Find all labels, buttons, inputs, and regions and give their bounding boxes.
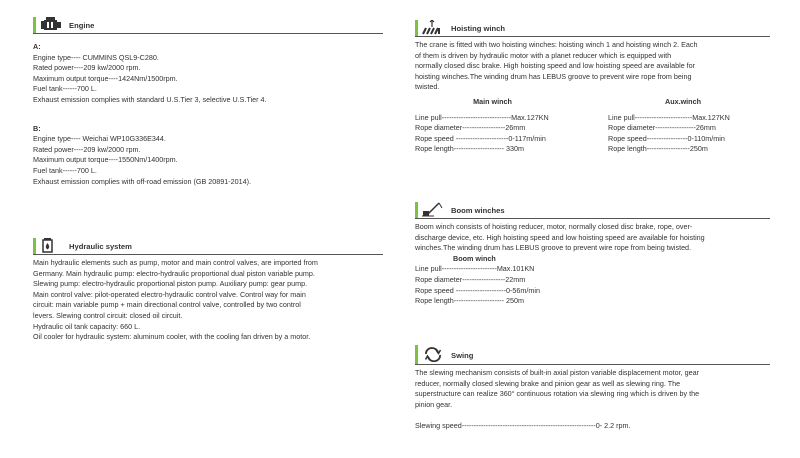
hoisting-section: [415, 20, 770, 157]
accent-bar: [33, 17, 36, 33]
hydraulic-line: circuit: main variable pump + main directional control valve, controlled by two control: [33, 300, 301, 310]
hoisting-line: normally closed disc brake. High hoisting speed and low hoisting speed are available for: [415, 61, 696, 71]
swing-header: [415, 345, 770, 365]
engine-a-line: Engine type---- CUMMINS QSL9-C280.: [33, 52, 159, 62]
spec-line: Rope length--------------------- 250m: [415, 296, 525, 306]
swing-line: pinion gear.: [415, 399, 453, 409]
engine-b-line: Rated power----209 kw/2000 rpm.: [33, 144, 141, 154]
spec-line: Rope speed ---------------------0-56m/min: [415, 285, 540, 295]
swing-title: Swing: [451, 351, 474, 360]
engine-a-line: Fuel tank------700 L.: [33, 84, 97, 94]
boom-line: Boom winch consists of hoisting reducer, motor, normally closed disc brake, rope, over-: [415, 222, 693, 231]
engine-b-line: Engine type---- Weichai WP10G336E344.: [33, 134, 166, 144]
hoisting-header: [415, 20, 770, 37]
spec-line: Rope speed ----------------------0-117m/min: [415, 133, 546, 143]
accent-bar: [33, 238, 36, 254]
hydraulic-line: Main hydraulic elements such as pump, motor and main control valves, are imported from: [33, 258, 318, 267]
engine-b-line: Fuel tank------700 L.: [33, 165, 97, 175]
hydraulic-tank-icon: [40, 238, 62, 253]
engine-b-line: Maximum output torque----1550Nm/1400rpm.: [33, 155, 178, 165]
boom-winch-subtitle: Boom winch: [453, 253, 496, 263]
hydraulic-line: levers. Slewing control circuit: closed oil circuit.: [33, 310, 183, 320]
main-winch-title: Main winch: [473, 96, 512, 106]
engine-variant-b-label: B:: [33, 123, 41, 133]
engine-b-line: Exhaust emission complies with off-road emission (GB 20891-2014).: [33, 176, 251, 186]
boom-line: discharge device, etc. High hoisting speed and low hoisting speed are available for hoisting: [415, 232, 705, 242]
boom-line: winches.The winding drum has LEBUS groove to prevent wire rope from being twisted.: [415, 243, 692, 253]
hoisting-line: hoisting winches.The winding drum has LEBUS groove to prevent wire rope from being: [415, 71, 692, 81]
spec-line: Rope diameter------------------26mm: [415, 123, 526, 133]
hydraulic-header: [33, 238, 383, 255]
boom-header: [415, 202, 770, 219]
hoisting-line: of them is driven by hydraulic motor with a planet reducer which is equipped with: [415, 50, 672, 60]
boom-section: [415, 202, 770, 307]
boom-winch-icon: [422, 202, 444, 217]
accent-bar: [415, 345, 418, 364]
engine-a-line: Exhaust emission complies with standard U.S.Tier 3, selective U.S.Tier 4.: [33, 94, 267, 104]
hydraulic-line: Germany. Main hydraulic pump: electro-hydraulic proportional dual piston variable pump.: [33, 268, 315, 278]
spec-line: Rope length--------------------- 330m: [415, 144, 525, 154]
hydraulic-line: Hydraulic oil tank capacity: 660 L.: [33, 321, 141, 331]
accent-bar: [415, 202, 418, 218]
winch-specs: [415, 97, 770, 157]
engine-section: [33, 17, 383, 187]
hoisting-winch-icon: [422, 20, 444, 35]
hoisting-line: twisted.: [415, 82, 440, 92]
spec-line: Rope diameter-----------------26mm: [608, 123, 716, 133]
spec-line: Line pull-----------------------------Max.127KN: [415, 112, 549, 122]
hydraulic-line: Slewing pump: electro-hydraulic proportional piston pump. Auxiliary pump: gear pump.: [33, 279, 308, 289]
boom-title: Boom winches: [451, 206, 505, 215]
slewing-speed-line: Slewing speed--------------------------------------------------------0- 2.2 rpm.: [415, 421, 631, 431]
hydraulic-line: Main control valve: pilot-operated electro-hydraulic control valve. Control way for main: [33, 289, 306, 299]
hydraulic-section: [33, 238, 383, 343]
swing-line: The slewing mechanism consists of built-in axial piston variable displacement motor, gear: [415, 368, 700, 377]
swing-line: reducer, normally closed slewing brake and pinion gear as well as slewing ring. The: [415, 378, 681, 388]
engine-a-line: Maximum output torque----1424Nm/1500rpm.: [33, 73, 178, 83]
swing-line: superstructure can realize 360° continuous rotation via slewing ring which is driven by the: [415, 389, 700, 399]
engine-a-line: Rated power----209 kw/2000 rpm.: [33, 63, 141, 73]
hoisting-line: The crane is fitted with two hoisting winches: hoisting winch 1 and hoisting winch 2. Each: [415, 40, 698, 49]
spec-line: Rope speed-----------------0-110m/min: [608, 133, 725, 143]
aux-winch-specs: [608, 97, 773, 155]
spec-line: Rope length------------------250m: [608, 144, 708, 154]
spec-line: Line pull-----------------------Max.101KN: [415, 264, 535, 274]
engine-variant-a-label: A:: [33, 42, 41, 51]
engine-title: Engine: [69, 21, 95, 30]
engine-header: [33, 17, 383, 34]
rotate-arrows-icon: [422, 347, 444, 362]
hoisting-title: Hoisting winch: [451, 24, 505, 33]
aux-winch-title: Aux.winch: [665, 96, 701, 106]
engine-icon: [40, 17, 62, 32]
accent-bar: [415, 20, 418, 36]
swing-section: [415, 345, 770, 432]
hydraulic-line: Oil cooler for hydraulic system: aluminum cooler, with the cooling fan driven by a motor.: [33, 332, 311, 342]
main-winch-specs: [415, 97, 605, 155]
spec-line: Line pull------------------------Max.127KN: [608, 112, 730, 122]
hydraulic-title: Hydraulic system: [69, 242, 132, 251]
spec-line: Rope diameter------------------22mm: [415, 274, 526, 284]
